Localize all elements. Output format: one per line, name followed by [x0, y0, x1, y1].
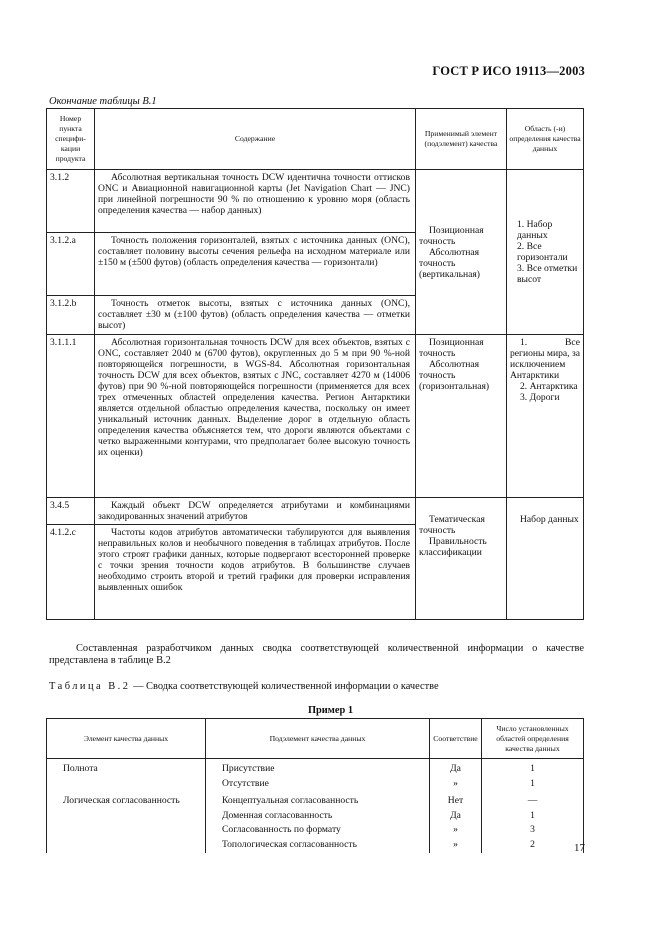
quality-element-cell [416, 170, 507, 335]
row-content: Абсолютная горизонтальная точность DCW для всех объектов, взятых с ONC, составляет 2040 м (6700 футов), округленных до 5 м при 90 %-ной повторяющейся погрешности, в WGS-84. Абсолютная горизонтальная точность DCW для всех объектов, взятых с JNC, составляет 4270 м (14006 футов) при 90 %-ной повторяющейся погрешности (применяется для всех трех отмеченных областей определения качества. Регион Антарктики является отдельной областью определения качества, поскольку он имеет уникальный источник данных. Выделение дорог в отдельную область определения качества объясняется тем, что дороги являются объектами с четко выраженными контурами, что предполагает более высокую точность их оценки) [95, 335, 416, 498]
quality-subelement: Абсолютная точность (горизонтальная) [419, 359, 490, 392]
row-number: 3.1.2 [47, 170, 95, 233]
row-number: 3.1.1.1 [47, 335, 95, 498]
col-header-content: Содержание [95, 109, 416, 170]
conformance-value: Да [430, 809, 482, 824]
count-value: — [482, 794, 584, 809]
row-number: 3.1.2.a [47, 233, 95, 296]
table-row [47, 762, 584, 777]
scope-item: 2. Все горизонтали [517, 241, 568, 263]
row-content: Абсолютная вертикальная точность DCW идентична точности оттисков ONC и Авиационной навигационной карты (Jet Navigation Chart — JNC) при линейной погрешности 90 % по отношению к уровню моря (область определения качества — набор данных) [95, 170, 416, 233]
col-header-subelement: Подэлемент качества данных [206, 719, 430, 759]
quality-scope-cell [507, 170, 584, 335]
col-header-scope: Область (-и) определения качества данных [507, 109, 584, 170]
count-value: 1 [482, 809, 584, 824]
quality-scope-cell [507, 335, 584, 498]
quality-table-b1 [46, 108, 584, 620]
scope-item: 2. Антарктика [520, 381, 578, 392]
conformance-value: » [430, 777, 482, 792]
conformance-value: » [430, 838, 482, 853]
row-content: Точность положения горизонталей, взятых с источника данных (ONC), составляет половину высоты сечения рельефа на исходном материале или ±150 м (±500 футов) (область определения качества — горизонтали) [95, 233, 416, 296]
table-row [47, 498, 584, 525]
subelement-name: Согласованность по формату [206, 823, 430, 838]
table-row [47, 809, 584, 824]
scope-item: 1. Все регионы мира, за исключением Антарктики [510, 337, 581, 381]
col-header-number: Номер пункта специфи-кации продукта [47, 109, 95, 170]
col-header-conformance: Соответствие [430, 719, 482, 759]
example-title: Пример 1 [307, 705, 354, 716]
scope-item: 3. Дороги [520, 392, 560, 403]
row-number: 4.1.2.c [47, 525, 95, 620]
count-value: 2 [482, 838, 584, 853]
scope-item: 3. Все отметки высот [517, 263, 578, 285]
col-header-count: Число установленных областей определения качества данных [482, 719, 584, 759]
table-row [47, 838, 584, 853]
col-header-element: Элемент качества данных [47, 719, 206, 759]
table-row [47, 170, 584, 233]
row-content: Каждый объект DCW определяется атрибутами и комбинациями закодированных значений атрибутов [95, 498, 416, 525]
conformance-value: Нет [430, 794, 482, 809]
scope-item: 1. Набор данных [517, 219, 553, 241]
row-content: Частоты кодов атрибутов автоматически табулируются для выявления неправильных колов и необычного поведения в таблицах атрибутов. После этого строят графики данных, которые подвергают всесторонней проверке с точки зрения точности кодов атрибутов. В большинстве случаев необходимо строить второй и третий графики для проверки исправления выявленных ошибок [95, 525, 416, 620]
row-number: 3.4.5 [47, 498, 95, 525]
conformance-value: Да [430, 762, 482, 777]
element-name: Логическая согласованность [47, 794, 206, 809]
quality-element-cell [416, 498, 507, 620]
subelement-name: Отсутствие [206, 777, 430, 792]
table-row [47, 823, 584, 838]
quality-element: Позиционная точность [419, 224, 484, 247]
count-value: 1 [482, 777, 584, 792]
subelement-name: Присутствие [206, 762, 430, 777]
table2-title: — Сводка соответствующей количественной информации о качестве [130, 681, 439, 692]
quality-scope-cell [507, 498, 584, 620]
quality-element: Позиционная точность [419, 337, 484, 359]
table2-caption [49, 681, 439, 692]
row-content: Точность отметок высоты, взятых с источника данных (ONC), составляет ±30 м (±100 футов) (область определения качества — отметки высот) [95, 296, 416, 335]
scope-item: Набор данных [520, 514, 579, 525]
count-value: 3 [482, 823, 584, 838]
table1-caption: Окончание таблицы В.1 [49, 96, 157, 107]
quality-element-cell [416, 335, 507, 498]
table1-header-row [47, 109, 584, 170]
element-name: Полнота [47, 762, 206, 777]
row-number: 3.1.2.b [47, 296, 95, 335]
quality-subelement: Правильность классификации [419, 536, 487, 558]
table-row [47, 794, 584, 809]
subelement-name: Концептуальная согласованность [206, 794, 430, 809]
table2-header-row [47, 719, 584, 759]
table-row [47, 777, 584, 792]
summary-paragraph: Составленная разработчиком данных сводка соответствующей количественной информации о качестве представлена в таблице В.2 [49, 643, 584, 666]
subelement-name: Топологическая согласованность [206, 838, 430, 853]
count-value: 1 [482, 762, 584, 777]
quality-summary-table-b2 [46, 718, 584, 853]
conformance-value: » [430, 823, 482, 838]
col-header-subelement: Применимый элемент (подэлемент) качества [416, 109, 507, 170]
page-number: 17 [574, 842, 585, 854]
table2-label: Таблица В.2 [49, 681, 131, 692]
standard-header: ГОСТ Р ИСО 19113—2003 [432, 64, 585, 78]
quality-subelement: Абсолютная точность (вертикальная) [419, 246, 480, 280]
subelement-name: Доменная согласованность [206, 809, 430, 824]
quality-element: Тематическая точность [419, 514, 485, 536]
table-row [47, 335, 584, 498]
